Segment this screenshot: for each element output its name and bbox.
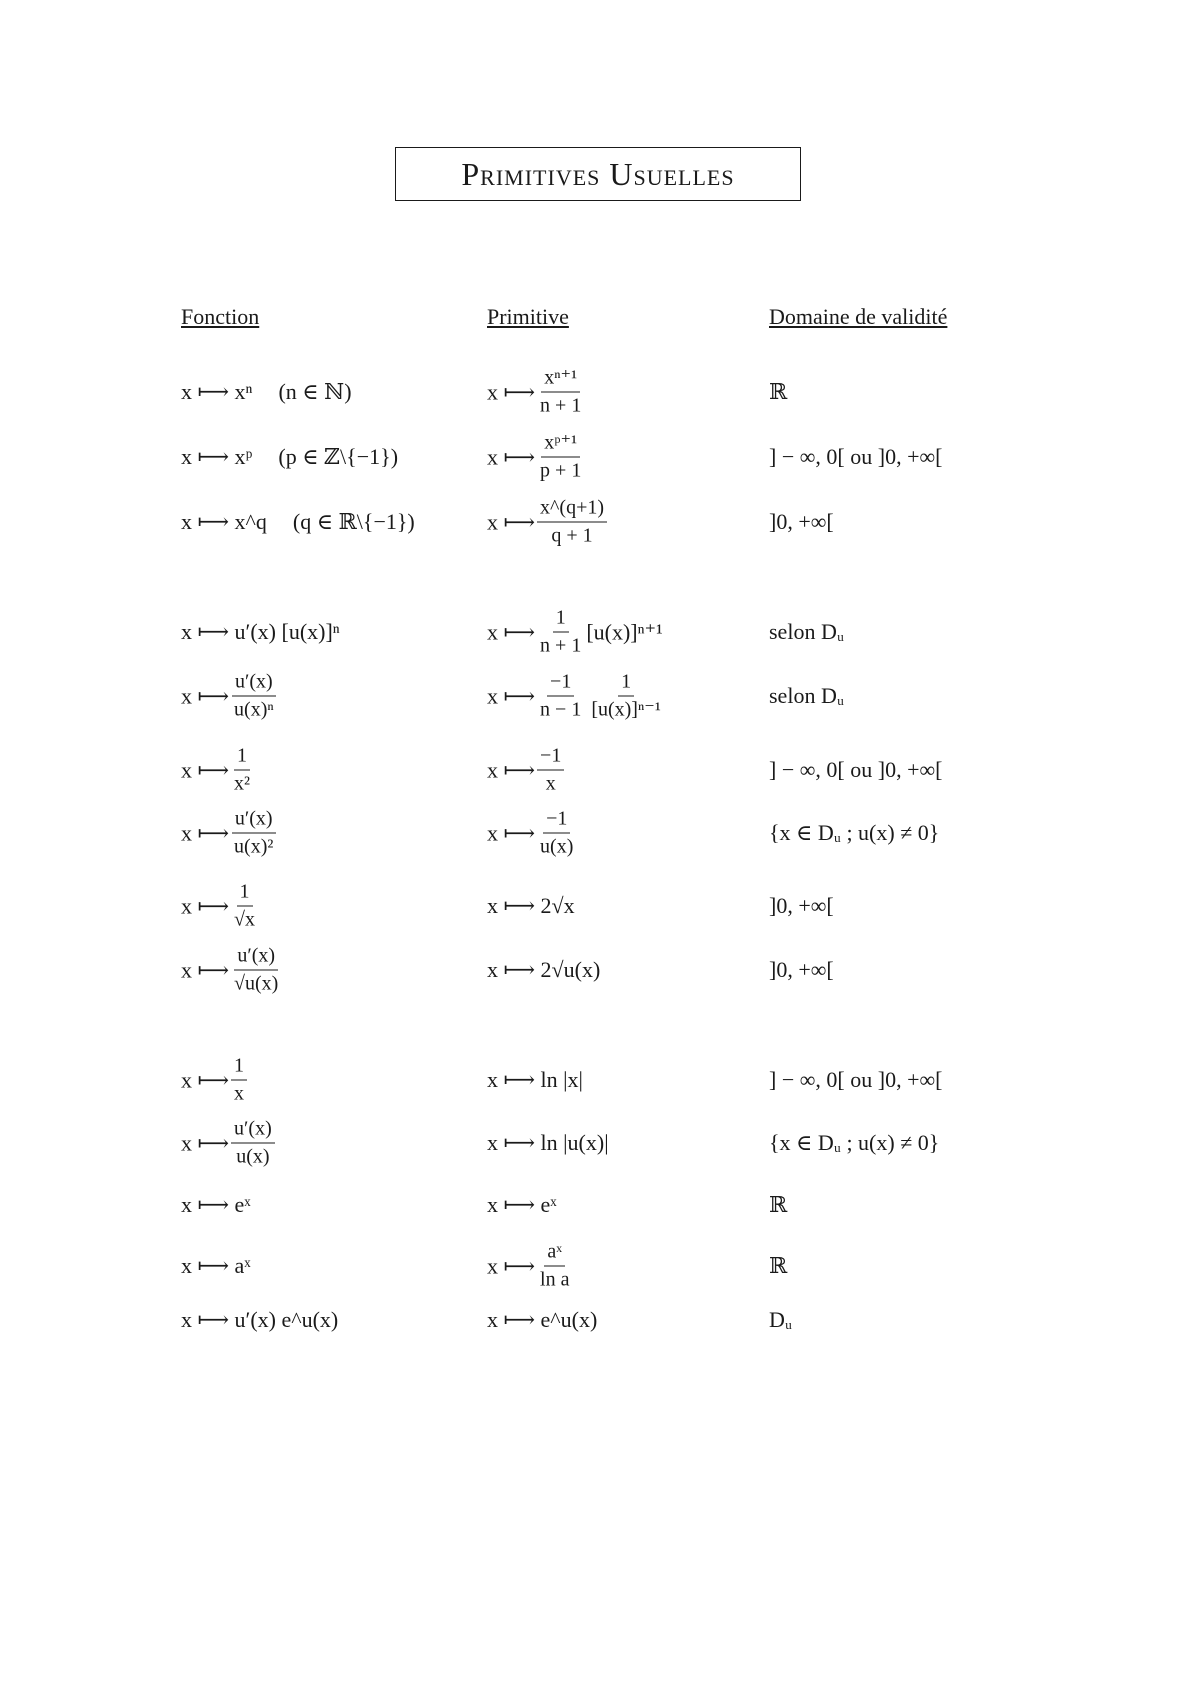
- domain-cell: [769, 957, 834, 983]
- function-fraction: [231, 745, 253, 796]
- domain-cell: [769, 757, 943, 783]
- function-expression: x ⟼: [181, 1067, 230, 1092]
- function-denominator: u(x)²: [234, 835, 274, 858]
- domain-value: ]0, +∞[: [769, 957, 834, 982]
- function-denominator: √u(x): [234, 972, 279, 995]
- primitive-cell: [487, 808, 578, 859]
- function-expression: x ⟼ xⁿ: [181, 379, 253, 404]
- primitive-denominator: ln a: [540, 1268, 570, 1291]
- function-expression: x ⟼: [181, 757, 230, 782]
- function-numerator: u′(x): [234, 945, 278, 971]
- primitive-expression: x ⟼ e^u(x): [487, 1307, 598, 1332]
- domain-cell: [769, 444, 943, 470]
- primitive-fraction: [537, 1241, 572, 1292]
- primitive-numerator: xⁿ⁺¹: [541, 367, 580, 393]
- primitive-denominator: n − 1: [540, 698, 582, 721]
- function-cell: [181, 1055, 249, 1106]
- domain-cell: [769, 1192, 787, 1218]
- function-expression: x ⟼: [181, 1130, 230, 1155]
- primitive-expression: x ⟼: [487, 757, 536, 782]
- function-fraction: [231, 945, 281, 996]
- function-cell: [181, 945, 283, 996]
- domain-value: ] − ∞, 0[ ou ]0, +∞[: [769, 757, 943, 782]
- primitive-expression: x ⟼: [487, 820, 536, 845]
- primitive-fraction: [537, 607, 584, 658]
- primitive-factor: [u(x)]ⁿ⁺¹: [586, 619, 663, 644]
- function-expression: x ⟼: [181, 893, 230, 918]
- primitive-cell: [487, 1067, 583, 1093]
- domain-value: {x ∈ Dᵤ ; u(x) ≠ 0}: [769, 820, 940, 845]
- primitive-second-fraction: [588, 671, 664, 722]
- domain-value: selon Dᵤ: [769, 683, 845, 708]
- domain-value: {x ∈ Dᵤ ; u(x) ≠ 0}: [769, 1130, 940, 1155]
- function-expression: x ⟼ u′(x) e^u(x): [181, 1307, 339, 1332]
- function-numerator: 1: [231, 1055, 247, 1081]
- domain-value: ]0, +∞[: [769, 893, 834, 918]
- primitive-cell: [487, 367, 586, 418]
- primitive-expression: x ⟼: [487, 619, 536, 644]
- domain-value: ℝ: [769, 1253, 788, 1278]
- function-cell: [181, 1253, 251, 1279]
- function-denominator: x²: [234, 772, 251, 795]
- primitive-cell: [487, 1192, 557, 1218]
- domain-cell: [769, 683, 844, 709]
- primitive-cell: [487, 671, 666, 722]
- header-primitive: Primitive: [487, 304, 569, 329]
- domain-value: ] − ∞, 0[ ou ]0, +∞[: [769, 1067, 943, 1092]
- header-domaine: Domaine de validité: [769, 304, 948, 329]
- function-fraction: [231, 671, 277, 722]
- primitive-expression: x ⟼: [487, 683, 536, 708]
- domain-value: ] − ∞, 0[ ou ]0, +∞[: [769, 444, 943, 469]
- primitive-expression: x ⟼ ln |u(x)|: [487, 1130, 609, 1155]
- domain-cell: [769, 893, 834, 919]
- function-expression: x ⟼: [181, 820, 230, 845]
- domain-cell: [769, 1253, 787, 1279]
- function-numerator: u′(x): [232, 671, 276, 697]
- primitive-fraction: [537, 745, 564, 796]
- primitive-denominator: n + 1: [540, 634, 582, 657]
- primitive-numerator: −1: [543, 808, 570, 834]
- primitive-fraction: [537, 808, 576, 859]
- page-title: Primitives Usuelles: [395, 147, 801, 201]
- function-cell: [181, 379, 352, 405]
- primitive-cell: [487, 432, 586, 483]
- primitive-denominator: x: [545, 772, 556, 795]
- function-expression: x ⟼: [181, 683, 230, 708]
- function-expression: x ⟼ aˣ: [181, 1253, 251, 1278]
- domain-cell: [769, 619, 844, 645]
- primitive-expression: x ⟼: [487, 1253, 536, 1278]
- function-condition: (q ∈ ℝ\{−1}): [292, 509, 415, 534]
- primitive-denominator: n + 1: [540, 394, 582, 417]
- function-cell: [181, 881, 260, 932]
- function-denominator: x: [234, 1082, 245, 1105]
- primitive-numerator: x^(q+1): [537, 497, 607, 523]
- primitive-fraction: [537, 367, 584, 418]
- function-numerator: 1: [234, 745, 250, 771]
- primitive-numerator: xᵖ⁺¹: [541, 432, 580, 458]
- domain-cell: [769, 379, 787, 405]
- domain-cell: [769, 509, 834, 535]
- domain-value: ]0, +∞[: [769, 509, 834, 534]
- primitive-cell: [487, 745, 566, 796]
- primitive-fraction: [537, 432, 584, 483]
- function-condition: (n ∈ ℕ): [278, 379, 352, 404]
- primitive-expression: x ⟼ ln |x|: [487, 1067, 583, 1092]
- function-fraction: [231, 808, 276, 859]
- function-cell: [181, 1192, 251, 1218]
- function-cell: [181, 619, 340, 645]
- primitive-cell: [487, 957, 600, 983]
- primitive-numerator: −1: [537, 745, 564, 771]
- primitive-numerator: 1: [553, 607, 569, 633]
- domain-cell: [769, 1307, 792, 1333]
- domain-value: Dᵤ: [769, 1307, 793, 1332]
- function-expression: x ⟼: [181, 957, 230, 982]
- function-cell: [181, 444, 398, 470]
- primitive-expression: x ⟼ eˣ: [487, 1192, 557, 1217]
- function-expression: x ⟼ x^q: [181, 509, 267, 534]
- primitive-cell: [487, 1130, 609, 1156]
- primitive-expression: x ⟼ 2√u(x): [487, 957, 601, 982]
- function-numerator: 1: [237, 881, 253, 907]
- function-fraction: [231, 1118, 275, 1169]
- primitive-denominator: q + 1: [551, 524, 593, 547]
- primitive-denominator: p + 1: [540, 459, 582, 482]
- primitive-fraction: [537, 671, 584, 722]
- primitive-cell: [487, 607, 663, 658]
- function-numerator: u′(x): [232, 808, 276, 834]
- primitive-expression: x ⟼: [487, 379, 536, 404]
- function-expression: x ⟼ xᵖ: [181, 444, 253, 469]
- function-cell: [181, 808, 278, 859]
- function-cell: [181, 671, 279, 722]
- primitive-expression: x ⟼: [487, 509, 536, 534]
- primitive-second-denominator: [u(x)]ⁿ⁻¹: [591, 698, 661, 721]
- function-denominator: u(x): [236, 1145, 270, 1168]
- primitive-expression: x ⟼: [487, 444, 536, 469]
- primitive-denominator: u(x): [540, 835, 574, 858]
- function-denominator: u(x)ⁿ: [234, 698, 274, 721]
- domain-cell: [769, 820, 939, 846]
- header-fonction: Fonction: [181, 304, 260, 329]
- primitive-cell: [487, 1241, 574, 1292]
- primitive-numerator: −1: [547, 671, 574, 697]
- domain-cell: [769, 1067, 943, 1093]
- function-condition: (p ∈ ℤ\{−1}): [278, 444, 399, 469]
- function-expression: x ⟼ eˣ: [181, 1192, 251, 1217]
- function-fraction: [231, 1055, 247, 1106]
- function-cell: [181, 1118, 277, 1169]
- primitive-expression: x ⟼ 2√x: [487, 893, 575, 918]
- function-fraction: [231, 881, 258, 932]
- primitive-cell: [487, 893, 575, 919]
- function-cell: [181, 1307, 338, 1333]
- domain-value: ℝ: [769, 1192, 788, 1217]
- primitive-cell: [487, 497, 609, 548]
- primitive-cell: [487, 1307, 597, 1333]
- domain-value: selon Dᵤ: [769, 619, 845, 644]
- function-cell: [181, 745, 255, 796]
- primitive-numerator: aˣ: [544, 1241, 565, 1267]
- function-cell: [181, 509, 415, 535]
- function-numerator: u′(x): [231, 1118, 275, 1144]
- function-expression: x ⟼ u′(x) [u(x)]ⁿ: [181, 619, 340, 644]
- primitive-fraction: [537, 497, 607, 548]
- domain-value: ℝ: [769, 379, 788, 404]
- domain-cell: [769, 1130, 939, 1156]
- function-denominator: √x: [234, 908, 256, 931]
- primitive-second-numerator: 1: [618, 671, 634, 697]
